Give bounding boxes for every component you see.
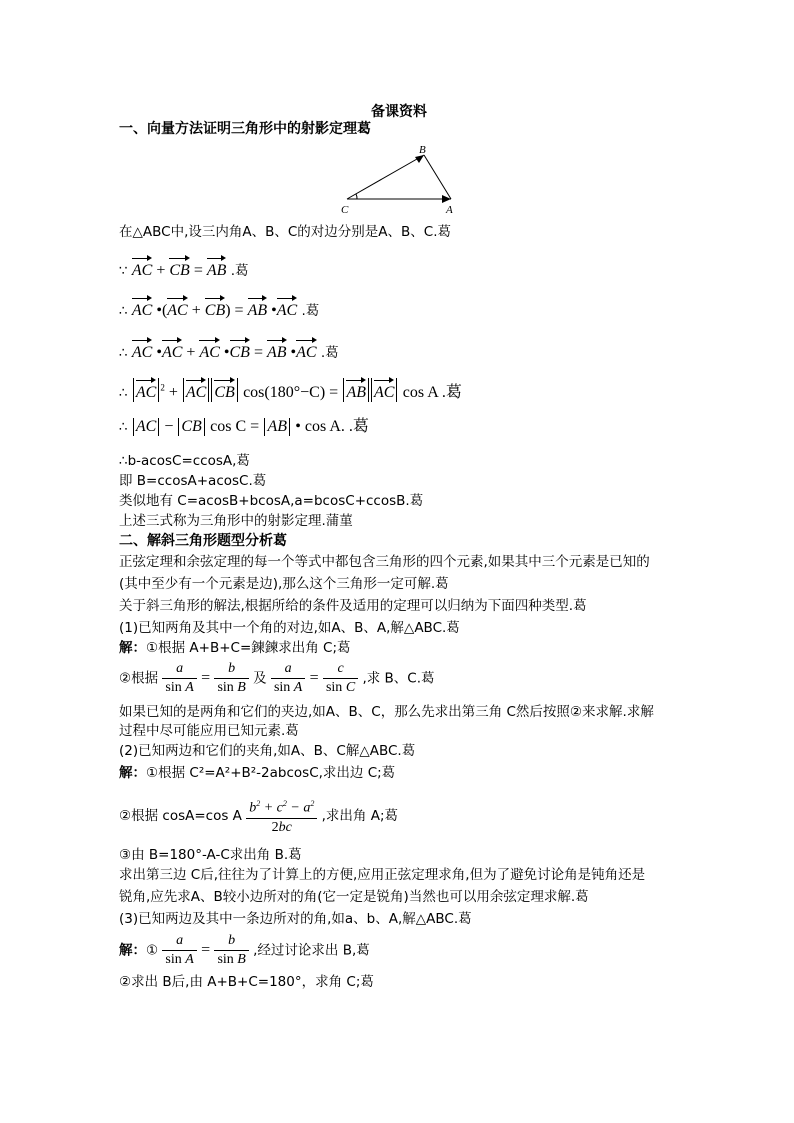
label-c: C <box>341 204 349 216</box>
section1-heading: 一、向量方法证明三角形中的射影定理葛 <box>119 121 371 137</box>
case-1-title: (1)已知两角及其中一个角的对边,如A、B、A,解△ABC.葛 <box>119 620 460 636</box>
result-line-4: 上述三式称为三角形中的射影定理.蒲菫 <box>119 513 353 529</box>
label-b: B <box>419 144 426 156</box>
case-2-title: (2)已知两边和它们的夹角,如A、B、C解△ABC.葛 <box>119 743 416 759</box>
case-2-step-2: ②根据 cosA=cos A $\frac{b^2 + c^2 - a^2}{2bc}$ ,求出角 A;葛 <box>119 799 398 835</box>
triangle-side-ba <box>424 155 451 199</box>
arrowhead-b <box>415 155 424 163</box>
paragraph-2: 关于斜三角形的解法,根据所给的条件及适用的定理可以归纳为下面四种类型.葛 <box>119 598 587 614</box>
paragraph-1a: 正弦定理和余弦定理的每一个等式中都包含三角形的四个元素,如果其中三个元素是已知的 <box>119 554 650 570</box>
case-3-step-2: ②求出 B后,由 A+B+C=180°，求角 C;葛 <box>119 974 374 990</box>
vector-eq-4: ∴ AC $^2$ + AC CB cos(180°−C) = AB AC cos A .葛 <box>119 378 462 402</box>
page-title: 备课资料 <box>371 104 427 120</box>
section2-heading: 二、解斜三角形题型分析葛 <box>119 533 287 549</box>
intro-line: 在△ABC中,设三内角A、B、C的对边分别是A、B、C.葛 <box>119 224 451 240</box>
vector-eq-5: ∴ AC − CB cos C = AB • cos A. .葛 <box>119 418 369 435</box>
case-3-step-1: 解：① $\frac{a}{\text{sin A}}$ = $\frac{b}{\text{sin B}}$ ,经过讨论求出 B,葛 <box>119 933 370 967</box>
triangle-side-cb <box>347 155 424 199</box>
case-3-title: (3)已知两边及其中一条边所对的角,如a、b、A,解△ABC.葛 <box>119 911 472 927</box>
vector-eq-2: ∴ AC •(AC + CB) = AB •AC .葛 <box>119 296 319 320</box>
case-1-step-2: ②根据 $\frac{a}{\text{sin A}}$ = $\frac{b}{\text{sin B}}$ 及 $\frac{a}{\text{sin A}}$ = $\frac{c}{\text{sin C}}$ ,求 B、C.葛 <box>119 661 435 695</box>
case-2-step-1: 解：①根据 C²=A²+B²-2abcosC,求出边 C;葛 <box>119 765 396 781</box>
angle-c-arc <box>356 194 357 199</box>
result-line-1: ∴b-acosC=ccosA,葛 <box>119 453 250 469</box>
result-line-2: 即 B=ccosA+acosC.葛 <box>119 473 267 489</box>
vector-eq-3: ∴ AC •AC + AC •CB = AB •AC .葛 <box>119 338 339 362</box>
paragraph-3b: 过程中尽可能应用已知元素.葛 <box>119 723 299 739</box>
result-line-3: 类似地有 C=acosB+bcosA,a=bcosC+ccosB.葛 <box>119 493 424 509</box>
paragraph-3a: 如果已知的是两角和它们的夹边,如A、B、C，那么先求出第三角 C然后按照②来求解.求解 <box>119 704 654 720</box>
triangle-figure <box>339 143 479 218</box>
paragraph-1b: (其中至少有一个元素是边),那么这个三角形一定可解.葛 <box>119 576 449 592</box>
case-1-step-1: 解：①根据 A+B+C=鍊鍊求出角 C;葛 <box>119 640 351 656</box>
paragraph-4b: 锐角,应先求A、B较小边所对的角(它一定是锐角)当然也可以用余弦定理求解.葛 <box>119 889 589 905</box>
case-2-step-3: ③由 B=180°-A-C求出角 B.葛 <box>119 847 302 863</box>
label-a: A <box>446 204 453 216</box>
paragraph-4a: 求出第三边 C后,往往为了计算上的方便,应用正弦定理求角,但为了避免讨论角是钝角还是 <box>119 867 646 883</box>
vector-eq-1: ∵ AC + CB = AB .葛 <box>119 256 249 280</box>
